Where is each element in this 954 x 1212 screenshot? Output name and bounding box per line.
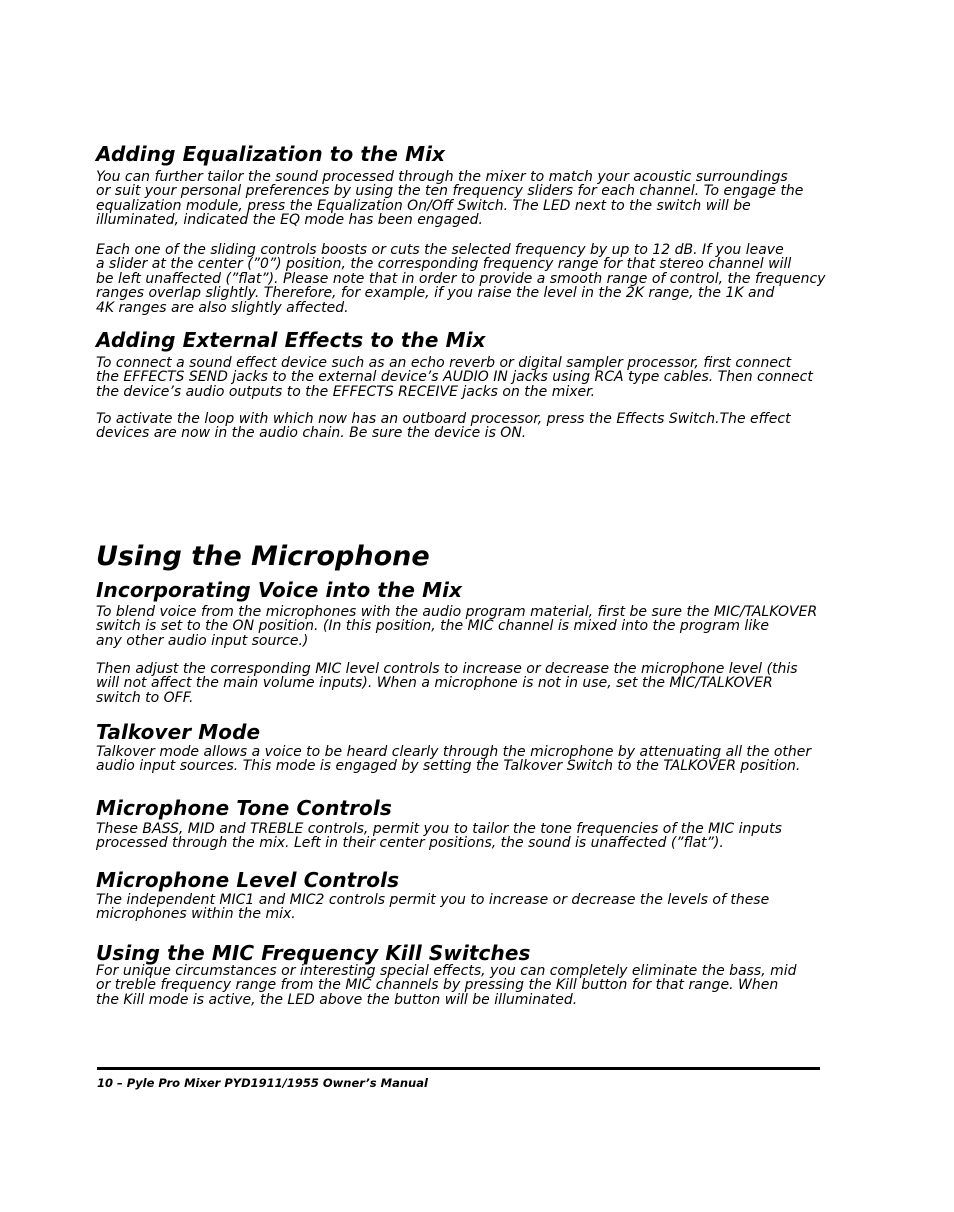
title-using-the-microphone: Using the Microphone [96,541,430,572]
paragraph-talkover: Talkover mode allows a voice to be heard clearly through the microphone by attenuating all the other audio input sources. This mode is engaged by setting the Talkover Switch to the TALKOVER position. [96,744,812,775]
paragraph-equalization-1: You can further tailor the sound processed through the mixer to match your acoustic surroundings or suit your personal preferences by using the ten frequency sliders for each channel. To engage the equalization module, press the Equalization On/Off Switch. The LED next to the switch will be illuminated, indicated the EQ mode has been engaged. [96,169,804,229]
paragraph-tone-controls: These BASS, MID and TREBLE controls, permit you to tailor the tone frequencies of the MIC inputs processed through the mix. Left in their center positions, the sound is unaffected (”flat”). [96,821,782,852]
heading-incorporating-voice: Incorporating Voice into the Mix [96,578,463,602]
footer-page-label: 10 – Pyle Pro Mixer PYD1911/1955 Owner’s Manual [97,1076,428,1090]
heading-microphone-level-controls: Microphone Level Controls [96,868,400,892]
paragraph-effects-1: To connect a sound effect device such as an echo reverb or digital sampler processor, first connect the EFFECTS SEND jacks to the external device’s AUDIO IN jacks using RCA type cables. Then connect the device’s audio outputs to the EFFECTS RECEIVE jacks on the mixer. [96,355,813,400]
paragraph-effects-2: To activate the loop with which now has an outboard processor, press the Effects Switch.The effect devices are now in the audio chain. Be sure the device is ON. [96,411,791,442]
heading-mic-frequency-kill-switches: Using the MIC Frequency Kill Switches [96,941,531,965]
paragraph-equalization-2: Each one of the sliding controls boosts or cuts the selected frequency by up to 12 dB. If you leave a slider at the center (”0”) position, the corresponding frequency range for that stereo channel will be left unaffected (”flat”). Please note that in order to provide a smooth range of control, the frequency ranges overlap slightly. Therefore, for example, if you raise the level in the 2K range, the 1K and 4K ranges are also slightly affected. [96,242,826,316]
paragraph-kill-switches: For unique circumstances or interesting special effects, you can completely eliminate the bass, mid or treble frequency range from the MIC channels by pressing the Kill button for that range. When the Kill mode is active, the LED above the button will be illuminated. [96,963,797,1008]
heading-talkover-mode: Talkover Mode [96,720,261,744]
heading-adding-external-effects: Adding External Effects to the Mix [96,328,486,352]
heading-microphone-tone-controls: Microphone Tone Controls [96,796,392,820]
heading-adding-equalization: Adding Equalization to the Mix [96,142,446,166]
paragraph-level-controls: The independent MIC1 and MIC2 controls permit you to increase or decrease the levels of these microphones within the mix. [96,892,770,923]
paragraph-voice-2: Then adjust the corresponding MIC level controls to increase or decrease the microphone level (this will not affect the main volume inputs). When a microphone is not in use, set the MIC/TALKOVER switch to OFF. [96,661,798,706]
footer-divider [97,1067,820,1070]
paragraph-voice-1: To blend voice from the microphones with the audio program material, first be sure the MIC/TALKOVER switch is set to the ON position. (In this position, the MIC channel is mixed into the program like any other audio input source.) [96,604,818,649]
